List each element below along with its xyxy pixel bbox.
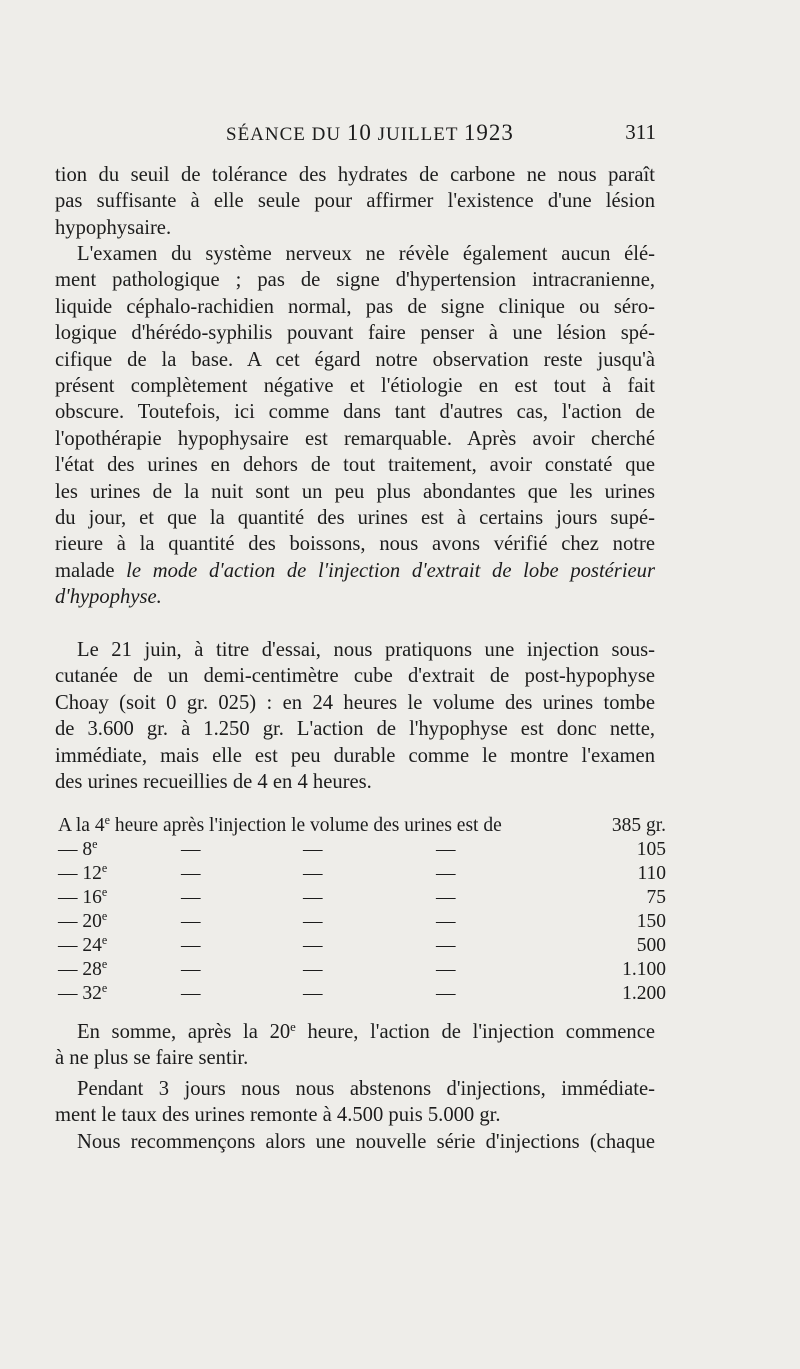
ditto-mark: — bbox=[181, 887, 201, 908]
text-line: à ne plus se faire sentir. bbox=[55, 1047, 249, 1070]
page-number: 311 bbox=[625, 120, 656, 144]
ditto-mark: — bbox=[436, 863, 456, 884]
paragraph-6 bbox=[55, 1129, 655, 1155]
ditto-mark: — bbox=[436, 935, 456, 956]
ditto-mark: — bbox=[436, 911, 456, 932]
text-line: les urines de la nuit sont un peu plus abondantes que les urines bbox=[55, 480, 655, 503]
row-value: 385 gr. bbox=[611, 815, 666, 836]
paragraph-1 bbox=[55, 162, 655, 241]
row-label: — 32e bbox=[58, 981, 108, 1004]
ditto-mark: — bbox=[181, 911, 201, 932]
row-label: — 16e bbox=[58, 885, 108, 908]
running-header bbox=[226, 120, 656, 148]
ditto-mark: — bbox=[303, 911, 323, 932]
text-line: obscure. Toutefois, ici comme dans tant d'autres cas, l'action de bbox=[55, 401, 655, 424]
row-label: — 20e bbox=[58, 909, 108, 932]
ditto-mark: — bbox=[436, 839, 456, 860]
ditto-mark: — bbox=[181, 935, 201, 956]
row-label: A la 4e heure après l'injection le volume des urines est de bbox=[58, 813, 502, 836]
row-label: — 8e bbox=[58, 837, 98, 860]
text-line: l'opothérapie hypophysaire est remarquable. Après avoir cherché bbox=[55, 427, 655, 450]
paragraph-4 bbox=[55, 1019, 655, 1072]
text-line: cutanée de un demi-centimètre cube d'extrait de post-hypophyse bbox=[55, 665, 655, 688]
row-value: 105 bbox=[636, 839, 666, 860]
table-row bbox=[58, 959, 666, 983]
text-line: Le 21 juin, à titre d'essai, nous pratiquons une injection sous- bbox=[77, 639, 655, 661]
text-line: ment le taux des urines remonte à 4.500 puis 5.000 gr. bbox=[55, 1104, 501, 1127]
paragraph-5 bbox=[55, 1076, 655, 1129]
text-line: cifique de la base. A cet égard notre observation reste jusqu'à bbox=[55, 348, 655, 371]
text-line: liquide céphalo-rachidien normal, pas de signe clinique ou séro- bbox=[55, 295, 655, 318]
row-value: 150 bbox=[636, 911, 666, 932]
ditto-mark: — bbox=[181, 983, 201, 1004]
row-value: 1.100 bbox=[622, 959, 666, 980]
text-line: rieure à la quantité des boissons, nous avons vérifié chez notre bbox=[55, 533, 655, 556]
urine-volume-table bbox=[58, 815, 666, 1007]
table-row bbox=[58, 815, 666, 839]
text-line: d'hypophyse. bbox=[55, 586, 162, 609]
table-row bbox=[58, 839, 666, 863]
row-label: — 24e bbox=[58, 933, 108, 956]
paragraph-3 bbox=[55, 637, 655, 795]
ditto-mark: — bbox=[303, 959, 323, 980]
text-line: logique d'hérédo-syphilis pouvant faire penser à une lésion spé- bbox=[55, 322, 655, 345]
ditto-mark: — bbox=[303, 983, 323, 1004]
ditto-mark: — bbox=[436, 959, 456, 980]
table-row bbox=[58, 863, 666, 887]
table-row bbox=[58, 935, 666, 959]
text-line: ment pathologique ; pas de signe d'hypertension intracranienne, bbox=[55, 269, 655, 292]
text-line: des urines recueillies de 4 en 4 heures. bbox=[55, 771, 372, 794]
header-title: SÉANCE DU 10 JUILLET 1923 bbox=[226, 120, 514, 145]
text-line: hypophysaire. bbox=[55, 216, 172, 239]
text-line: En somme, après la 20e heure, l'action de l'injection commence bbox=[77, 1019, 655, 1043]
text-line: malade le mode d'action de l'injection d'extrait de lobe postérieur bbox=[55, 559, 655, 582]
table-row bbox=[58, 983, 666, 1007]
row-value: 500 bbox=[636, 935, 666, 956]
ditto-mark: — bbox=[181, 959, 201, 980]
text-line: Pendant 3 jours nous nous abstenons d'injections, immédiate- bbox=[77, 1078, 655, 1100]
table-row bbox=[58, 911, 666, 935]
ditto-mark: — bbox=[436, 887, 456, 908]
text-line: présent complètement négative et l'étiologie en est tout à fait bbox=[55, 375, 655, 398]
ditto-mark: — bbox=[303, 863, 323, 884]
text-line: du jour, et que la quantité des urines est à certains jours supé- bbox=[55, 507, 655, 530]
row-value: 75 bbox=[646, 887, 666, 908]
text-line: immédiate, mais elle est peu durable comme le montre l'examen bbox=[55, 744, 655, 767]
row-value: 110 bbox=[637, 863, 666, 884]
ditto-mark: — bbox=[303, 935, 323, 956]
text-line: de 3.600 gr. à 1.250 gr. L'action de l'hypophyse est donc nette, bbox=[55, 718, 655, 741]
text-line: Nous recommençons alors une nouvelle série d'injections (chaque bbox=[77, 1131, 655, 1153]
ditto-mark: — bbox=[181, 839, 201, 860]
ditto-mark: — bbox=[303, 887, 323, 908]
text-line: L'examen du système nerveux ne révèle également aucun élé- bbox=[77, 243, 655, 265]
ditto-mark: — bbox=[181, 863, 201, 884]
row-value: 1.200 bbox=[622, 983, 666, 1004]
table-row bbox=[58, 887, 666, 911]
paragraph-2 bbox=[55, 241, 655, 611]
text-line: Choay (soit 0 gr. 025) : en 24 heures le volume des urines tombe bbox=[55, 691, 655, 714]
text-line: pas suffisante à elle seule pour affirmer l'existence d'une lésion bbox=[55, 190, 655, 213]
ditto-mark: — bbox=[436, 983, 456, 1004]
row-label: — 12e bbox=[58, 861, 108, 884]
ditto-mark: — bbox=[303, 839, 323, 860]
text-line: tion du seuil de tolérance des hydrates de carbone ne nous paraît bbox=[55, 164, 655, 186]
text-line: l'état des urines en dehors de tout traitement, avoir constaté que bbox=[55, 454, 655, 477]
row-label: — 28e bbox=[58, 957, 108, 980]
